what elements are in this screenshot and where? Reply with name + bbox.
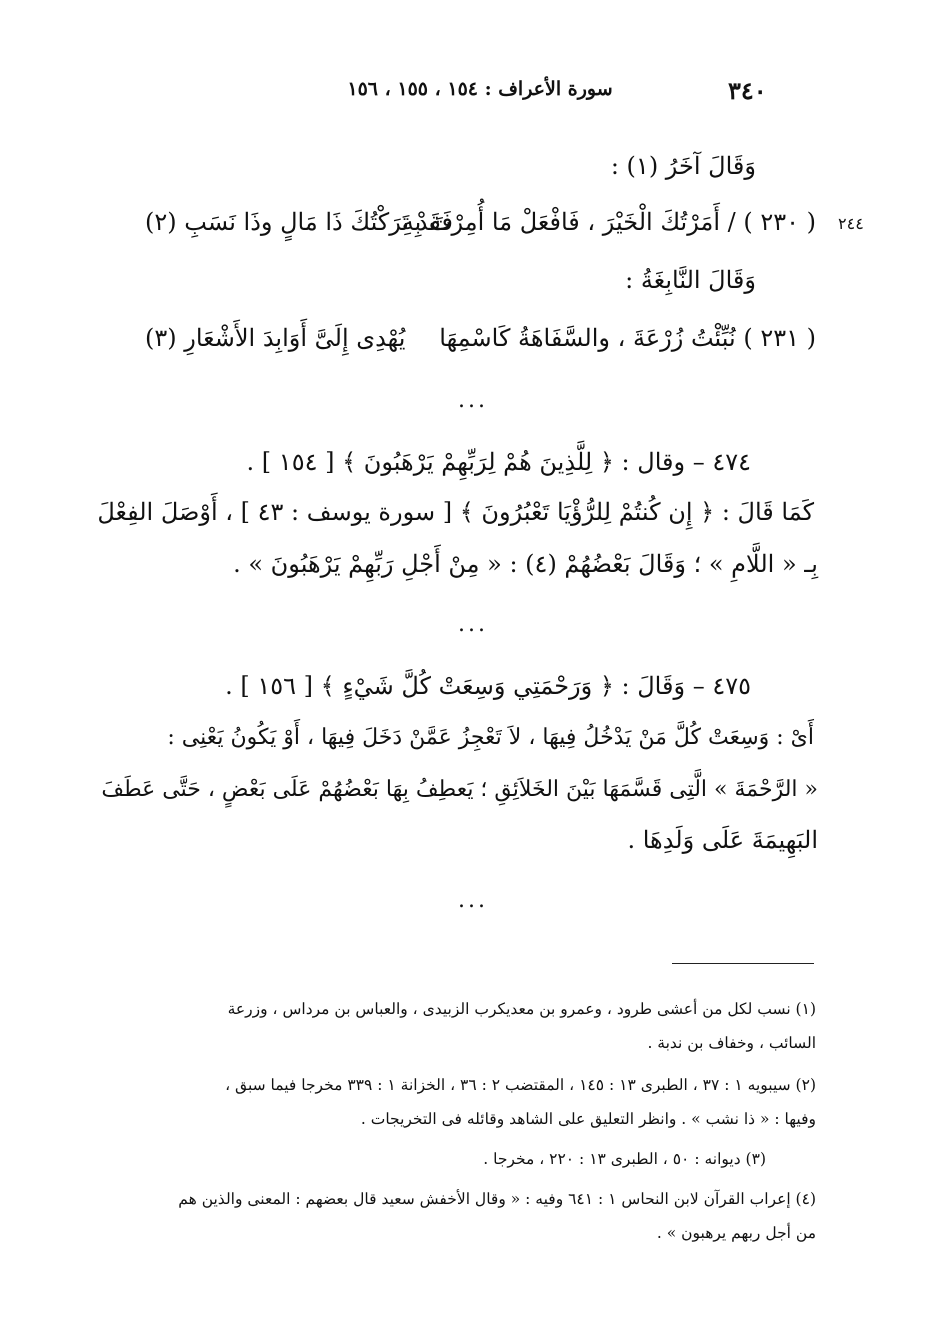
footnote-3-line-1: (٣) ديوانه : ٥٠ ، الطبرى ١٣ : ٢٢٠ ، مخرجا . xyxy=(483,1150,766,1168)
section-475-line-3: البَهِيمَةَ عَلَى وَلَدِهَا . xyxy=(627,826,818,854)
footnote-1-line-1: (١) نسب لكل من أعشى طرود ، وعمرو بن معديكرب الزبيدى ، والعباس بن مرداس ، وزرعة xyxy=(227,1000,816,1018)
page-number: ٣٤٠ xyxy=(728,76,767,105)
footnote-1-line-2: السائب ، وخفاف بن ندبة . xyxy=(647,1034,816,1052)
verse-231-first-hemistich: ( ٢٣١ ) نُبِّئْتُ زُرْعَةَ ، والسَّفَاهَةُ كَاسْمِهَا xyxy=(439,324,816,352)
section-separator: ... xyxy=(458,612,488,637)
footnote-2-line-2: وفيها : « ذا نشب » . وانظر التعليق على الشاهد وقائله فى التخريجات . xyxy=(360,1110,816,1128)
footnote-2-line-1: (٢) سيبويه ١ : ٣٧ ، الطبرى ١٣ : ١٤٥ ، المقتضب ٢ : ٣٦ ، الخزانة ١ : ٣٣٩ مخرجا فيما سبق ، xyxy=(225,1076,816,1094)
line-wa-qala-nabigha: وَقَالَ النَّابِغَةُ : xyxy=(625,266,756,294)
verse-230-first-hemistich: ( ٢٣٠ ) / أَمَرْتُكَ الْخَيْرَ ، فَافْعَلْ مَا أُمِرْتَ بِهِ xyxy=(401,208,816,236)
section-separator: ... xyxy=(458,388,488,413)
footnote-4-line-2: من أجل ربهم يرهبون » . xyxy=(656,1224,816,1242)
verse-230-second-hemistich: فَقَدْ تَرَكْتُكَ ذَا مَالٍ وذَا نَسَبِ (٢) xyxy=(145,208,453,236)
section-474-line-2: بِـ « اللَّامِ » ؛ وَقَالَ بَعْضُهُمْ (٤) : « مِنْ أَجْلِ رَبِّهِمْ يَرْهَبُونَ » . xyxy=(233,550,818,578)
footnote-rule xyxy=(672,963,814,964)
section-475-line-1: أَىْ : وَسِعَتْ كُلَّ مَنْ يَدْخُلُ فِيهَا ، لاَ تَعْجِزُ عَمَّنْ دَخَلَ فِيهَا ، أَوْ يَكُونُ يَعْنِى : xyxy=(167,725,814,750)
section-475-line-2: « الرَّحْمَةَ » الَّتِى قَسَّمَهَا بَيْنَ الخَلاَئِقِ ؛ يَعطِفُ بِهَا بَعْضُهُمْ عَلَى بَعْضٍ ، حَتَّى عَطَفَ xyxy=(101,777,818,802)
section-474-heading: ٤٧٤ – وقال : ﴿ لِلَّذِينَ هُمْ لِرَبِّهِمْ يَرْهَبُونَ ﴾ [ ١٥٤ ] . xyxy=(246,448,751,476)
section-474-line-1: كَمَا قَالَ : ﴿ إِن كُنتُمْ لِلرُّؤْيَا تَعْبُرُونَ ﴾ [ سورة يوسف : ٤٣ ] ، أَوْصَلَ الفِعْلَ xyxy=(97,498,814,526)
margin-reference-number: ٢٤٤ xyxy=(838,214,864,233)
section-475-heading: ٤٧٥ – وَقَالَ : ﴿ وَرَحْمَتِي وَسِعَتْ كُلَّ شَيْءٍ ﴾ [ ١٥٦ ] . xyxy=(225,672,751,700)
verse-231-second-hemistich: يُهْدِى إِلَىَّ أَوَابِدَ الأَشْعَارِ (٣) xyxy=(145,324,406,352)
section-separator: ... xyxy=(458,888,488,913)
running-header-title: سورة الأعراف : ١٥٤ ، ١٥٥ ، ١٥٦ xyxy=(347,78,613,100)
line-wa-qala-akhar: وَقَالَ آخَرُ (١) : xyxy=(610,152,756,180)
footnote-4-line-1: (٤) إعراب القرآن لابن النحاس ١ : ٦٤١ وفيه : « وقال الأخفش سعيد قال بعضهم : المعنى والذين هم xyxy=(178,1190,816,1208)
